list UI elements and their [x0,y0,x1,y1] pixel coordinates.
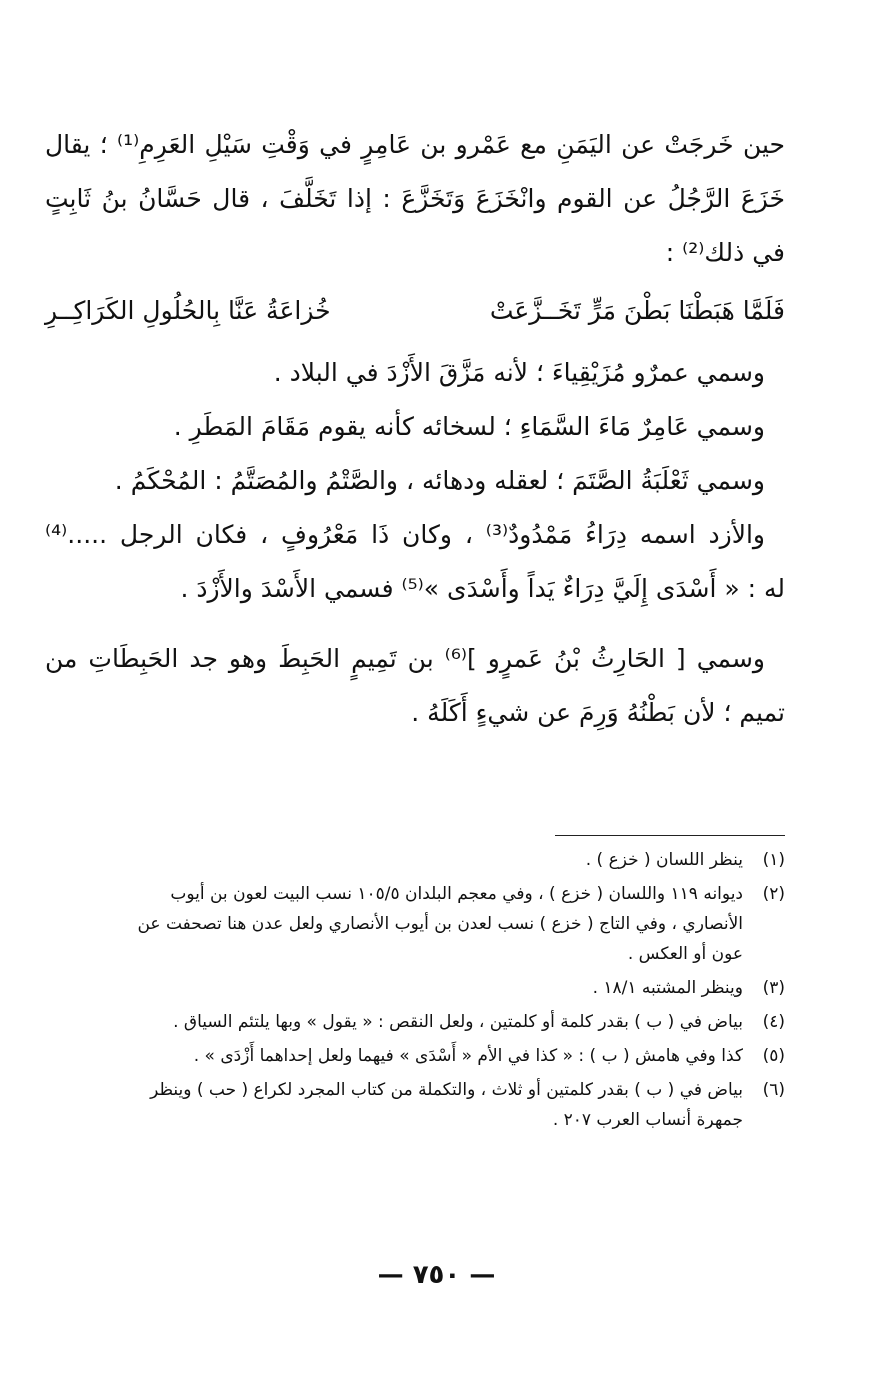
poetry-verse [45,284,785,342]
footnote-line: ينظر اللسان ( خزع ) . [585,850,743,870]
footnote-line: عون أو العكس . [627,944,743,964]
footnote-6 [30,1075,785,1135]
paragraph-azd-line-2: له : « أَسْدَى إِلَيَّ دِرَاءٌ يَداً وأَسْدَى »⁽⁵⁾ فسمي الأَسْدَ والأَزْدَ . [180,574,785,603]
footnote-1 [30,845,785,875]
footnote-number: (٣) [762,978,785,998]
footnote-line: جمهرة أنساب العرب ٢٠٧ . [552,1110,743,1130]
footnote-line: بياض في ( ب ) بقدر كلمتين أو ثلاث ، والتكملة من كتاب المجرد لكراع ( حب ) وينظر [150,1080,743,1100]
footnote-5 [30,1041,785,1071]
footnote-text [30,1007,743,1037]
paragraph-maa-alsamaa: وسمي عَامِرٌ مَاءَ السَّمَاءِ ؛ لسخائه كأنه يقوم مَقَامَ المَطَرِ . [173,412,765,441]
footnote-text [30,1075,743,1135]
paragraph-thalaba: وسمي ثَعْلَبَةُ الصَّتَمَ ؛ لعقله ودهائه ، والصَّتْمُ والمُصَتَّمُ : المُحْكَمُ . [114,466,765,495]
body-line-2: خَزَعَ الرَّجُلُ عن القوم وانْخَزَعَ وَتَخَزَّعَ : إذا تَخَلَّفَ ، قال حَسَّانُ بنُ ثَابِتٍ [45,184,785,213]
footnotes [30,845,785,1135]
footnote-line: بياض في ( ب ) بقدر كلمة أو كلمتين ، ولعل النقص : « يقول » وبها يلتئم السياق . [173,1012,743,1032]
footnote-2 [30,879,785,969]
footnote-number: (١) [762,850,785,870]
footnote-number: (٥) [762,1046,785,1066]
body-line-1: حين خَرجَتْ عن اليَمَنِ مع عَمْرو بن عَامِرٍ في وَقْتِ سَيْلِ العَرِمِ⁽¹⁾ ؛ يقال [45,130,785,159]
verse-second-hemistich: خُزاعَةُ عَنَّا بِالحُلُولِ الكَرَاكِــرِ [45,296,331,325]
footnote-line: كذا وفي هامش ( ب ) : « كذا في الأم « أَسْدَى » فيهما ولعل إحداهما أَزْدَى » . [193,1046,743,1066]
paragraph-muzayqiya: وسمي عمرٌو مُزَيْقِياءَ ؛ لأنه مَزَّقَ الأَزْدَ في البلاد . [273,358,765,387]
paragraph-harith-line-1: وسمي [ الحَارِثُ بْنُ عَمرٍو ]⁽⁶⁾ بن تَمِيمٍ الحَبِطَ وهو جد الحَبِطَاتِ من [45,644,766,673]
verse-first-hemistich: فَلَمَّا هَبَطْنَا بَطْنَ مَرٍّ تَخَــزَّعَتْ [489,296,785,325]
footnote-line: وينظر المشتبه ١٨/١ . [592,978,743,998]
footnote-number: (٦) [762,1080,785,1100]
page-number: — ٧٥٠ — [377,1260,496,1290]
footnote-line: ديوانه ١١٩ واللسان ( خزع ) ، وفي معجم البلدان ١٠٥/٥ نسب البيت لعون بن أيوب [170,884,743,904]
footnote-4 [30,1007,785,1037]
footnote-text [30,879,743,969]
footnote-separator [555,835,785,836]
paragraph-harith-line-2: تميم ؛ لأن بَطْنُهُ وَرِمَ عن شيءٍ أَكَلَهُ . [411,698,785,727]
footnote-text [30,1041,743,1071]
main-text [45,118,785,740]
footnote-number: (٢) [762,884,785,904]
paragraph-azd-line-1: والأزد اسمه دِرَاءُ مَمْدُودٌ⁽³⁾ ، وكان ذَا مَعْرُوفٍ ، فكان الرجل .....⁽⁴⁾ [45,520,765,549]
footnote-text [30,845,743,875]
body-line-3: في ذلك⁽²⁾ : [665,238,785,267]
footnote-line: الأنصاري ، وفي التاج ( خزع ) نسب لعدن بن أيوب الأنصاري ولعل عدن هنا تصحفت عن [137,914,743,934]
footnote-3 [30,973,785,1003]
footnote-text [30,973,743,1003]
footnote-number: (٤) [762,1012,785,1032]
